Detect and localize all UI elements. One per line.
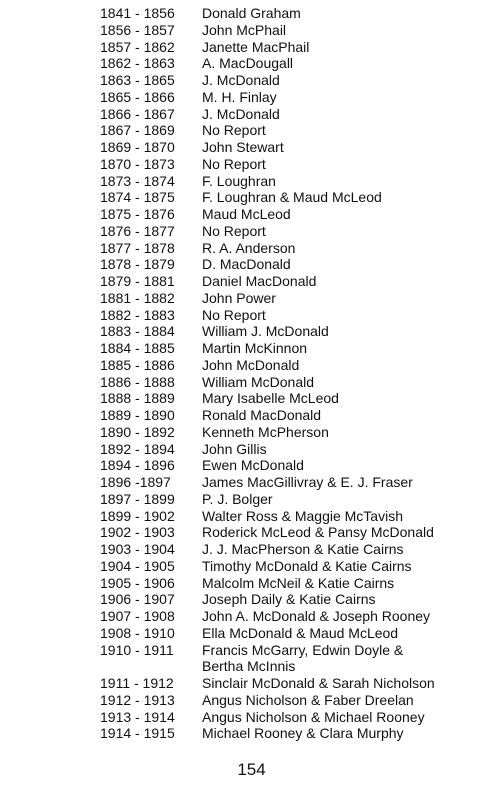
year-range: 1890 - 1892: [100, 423, 175, 440]
list-item: [0, 692, 503, 709]
list-item: [0, 5, 503, 22]
list-item: [0, 524, 503, 541]
list-item: [0, 290, 503, 307]
year-range: 1875 - 1876: [100, 206, 175, 222]
teacher-name: William J. McDonald: [202, 323, 329, 340]
teacher-name: P. J. Bolger: [202, 490, 273, 507]
teacher-name: Angus Nicholson & Michael Rooney: [202, 708, 425, 725]
year-range: 1877 - 1878: [100, 239, 175, 256]
year-range: 1906 - 1907: [100, 591, 175, 608]
year-range: 1881 - 1882: [100, 289, 175, 306]
list-item: [0, 340, 503, 357]
teacher-name: J. McDonald: [202, 72, 280, 88]
list-item: [0, 709, 503, 726]
list-item: [0, 139, 503, 156]
teacher-name: Angus Nicholson & Faber Dreelan: [202, 691, 414, 708]
list-item: [0, 55, 503, 72]
year-range: 1869 - 1870: [100, 139, 175, 155]
list-item: [0, 457, 503, 474]
teacher-name: Francis McGarry, Edwin Doyle & Bertha McInnis: [202, 641, 404, 675]
year-range: 1904 - 1905: [100, 557, 175, 574]
year-range: 1879 - 1881: [100, 273, 175, 289]
list-item: [0, 122, 503, 139]
teacher-name: Mary Isabelle McLeod: [202, 390, 339, 407]
year-range: 1897 - 1899: [100, 490, 175, 507]
teacher-name: Roderick McLeod & Pansy McDonald: [202, 524, 434, 541]
year-range: 1908 - 1910: [100, 624, 175, 641]
year-range: 1862 - 1863: [100, 55, 175, 72]
teacher-name: Daniel MacDonald: [202, 273, 317, 289]
list-item: [0, 508, 503, 525]
teacher-name: Kenneth McPherson: [202, 423, 329, 440]
list-item: [0, 474, 503, 491]
teacher-name: J. McDonald: [202, 105, 280, 122]
year-range: 1865 - 1866: [100, 88, 175, 105]
year-range: 1878 - 1879: [100, 256, 175, 273]
list-item: [0, 256, 503, 273]
list-item: [0, 591, 503, 608]
year-range: 1912 - 1913: [100, 691, 175, 708]
teacher-name: Michael Rooney & Clara Murphy: [202, 725, 404, 742]
list-item: [0, 273, 503, 290]
list-item: [0, 173, 503, 190]
teacher-name: R. A. Anderson: [202, 239, 296, 256]
teacher-name: F. Loughran: [202, 172, 276, 189]
teacher-name: Martin McKinnon: [202, 340, 308, 356]
year-range: 1870 - 1873: [100, 155, 175, 172]
list-item: [0, 156, 503, 173]
teacher-name: J. J. MacPherson & Katie Cairns: [202, 541, 404, 557]
list-item: [0, 541, 503, 558]
list-item: [0, 407, 503, 424]
teacher-name: Malcolm McNeil & Katie Cairns: [202, 574, 395, 591]
year-range: 1873 - 1874: [100, 172, 175, 189]
year-range: 1914 - 1915: [100, 725, 175, 742]
teacher-name: Maud McLeod: [202, 206, 291, 222]
teacher-list: [0, 5, 503, 742]
teacher-name: No Report: [202, 122, 266, 139]
list-item: [0, 89, 503, 106]
teacher-name: William McDonald: [202, 373, 315, 390]
year-range: 1902 - 1903: [100, 524, 175, 541]
list-item: [0, 72, 503, 89]
teacher-name: Janette MacPhail: [202, 38, 310, 55]
teacher-name: M. H. Finlay: [202, 88, 277, 105]
teacher-name: No Report: [202, 155, 266, 172]
list-item: [0, 39, 503, 56]
year-range: 1866 - 1867: [100, 105, 175, 122]
list-item: [0, 106, 503, 123]
teacher-name: D. MacDonald: [202, 256, 291, 273]
year-range: 1894 - 1896: [100, 457, 175, 474]
list-item: [0, 22, 503, 39]
list-item: [0, 625, 503, 642]
teacher-name: John McPhail: [202, 21, 287, 38]
year-range: 1876 - 1877: [100, 222, 175, 239]
teacher-name: No Report: [202, 306, 266, 323]
teacher-name: John Stewart: [202, 139, 284, 155]
teacher-name: John McDonald: [202, 356, 300, 373]
teacher-name: F. Loughran & Maud McLeod: [202, 189, 382, 206]
year-range: 1863 - 1865: [100, 72, 175, 88]
year-range: 1841 - 1856: [100, 5, 175, 21]
list-item: [0, 675, 503, 692]
year-range: 1883 - 1884: [100, 323, 175, 340]
list-item: [0, 323, 503, 340]
list-item: [0, 374, 503, 391]
list-item: [0, 441, 503, 458]
year-range: 1856 - 1857: [100, 21, 175, 38]
list-item: [0, 491, 503, 508]
list-item: [0, 240, 503, 257]
year-range: 1889 - 1890: [100, 407, 175, 423]
year-range: 1905 - 1906: [100, 574, 175, 591]
list-item: [0, 390, 503, 407]
year-range: 1867 - 1869: [100, 122, 175, 139]
teacher-name: Ronald MacDonald: [202, 407, 322, 423]
list-item: [0, 206, 503, 223]
list-item: [0, 424, 503, 441]
list-item: [0, 307, 503, 324]
year-range: 1884 - 1885: [100, 340, 175, 356]
year-range: 1888 - 1889: [100, 390, 175, 407]
teacher-name: Ewen McDonald: [202, 457, 304, 474]
year-range: 1913 - 1914: [100, 708, 175, 725]
year-range: 1896 -1897: [100, 474, 171, 490]
teacher-name: John Gillis: [202, 440, 267, 457]
list-item: [0, 725, 503, 742]
teacher-name: Sinclair McDonald & Sarah Nicholson: [202, 675, 435, 691]
year-range: 1892 - 1894: [100, 440, 175, 457]
year-range: 1907 - 1908: [100, 608, 175, 624]
list-item: [0, 189, 503, 206]
teacher-name: A. MacDougall: [202, 55, 294, 72]
teacher-name: No Report: [202, 222, 266, 239]
list-item: [0, 558, 503, 575]
page-number: 154: [237, 760, 266, 779]
year-range: 1857 - 1862: [100, 38, 175, 55]
year-range: 1903 - 1904: [100, 541, 175, 557]
list-item: [0, 357, 503, 374]
list-item: [0, 223, 503, 240]
teacher-name: John A. McDonald & Joseph Rooney: [202, 608, 431, 624]
list-item: [0, 608, 503, 625]
teacher-name: James MacGillivray & E. J. Fraser: [202, 474, 413, 490]
year-range: 1882 - 1883: [100, 306, 175, 323]
year-range: 1886 - 1888: [100, 373, 175, 390]
teacher-name: Ella McDonald & Maud McLeod: [202, 624, 399, 641]
year-range: 1910 - 1911: [100, 641, 174, 658]
list-item: [0, 575, 503, 592]
year-range: 1885 - 1886: [100, 356, 175, 373]
teacher-name: Walter Ross & Maggie McTavish: [202, 507, 403, 524]
year-range: 1899 - 1902: [100, 507, 175, 524]
year-range: 1911 - 1912: [100, 675, 174, 691]
teacher-name: John Power: [202, 289, 276, 306]
teacher-name: Timothy McDonald & Katie Cairns: [202, 557, 412, 574]
year-range: 1874 - 1875: [100, 189, 175, 206]
list-item: [0, 642, 503, 676]
teacher-name: Donald Graham: [202, 5, 301, 21]
teacher-name: Joseph Daily & Katie Cairns: [202, 591, 376, 608]
